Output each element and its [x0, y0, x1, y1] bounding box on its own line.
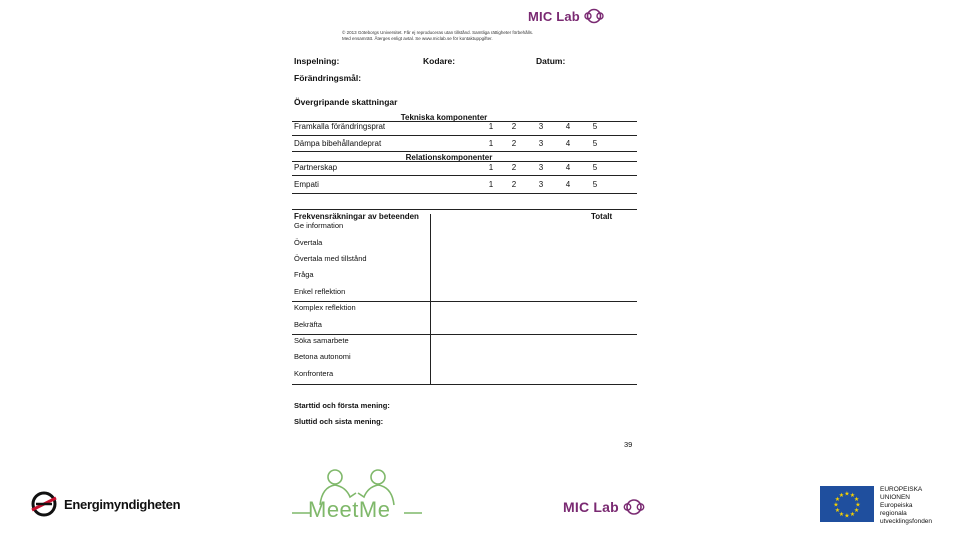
frequency-item: Söka samarbete — [294, 336, 349, 345]
rating-item-label: Partnerskap — [294, 163, 338, 172]
overgripande-heading: Övergripande skattningar — [294, 97, 398, 107]
scale-number: 3 — [538, 139, 544, 148]
miclab-logo-top — [528, 8, 605, 24]
eu-star-icon: ★ — [853, 497, 860, 503]
eu-text-line: utvecklingsfonden — [880, 518, 933, 525]
scale-number: 2 — [511, 122, 517, 131]
eu-text-block — [880, 486, 932, 526]
rating-item-label: Framkalla förändringsprat — [294, 122, 386, 131]
eu-star-icon: ★ — [849, 492, 856, 499]
frequency-item: Konfrontera — [294, 369, 334, 378]
scale-number: 5 — [592, 180, 598, 189]
total-heading: Totalt — [591, 212, 613, 221]
frequency-item: Övertala — [294, 238, 323, 247]
start-line: Starttid och första mening: — [294, 401, 390, 410]
eu-star-icon: ★ — [855, 502, 861, 509]
end-line: Sluttid och sista mening: — [294, 417, 384, 426]
eu-star-icon: ★ — [849, 512, 856, 519]
scale-number: 4 — [565, 180, 571, 189]
scale-number: 2 — [511, 163, 517, 172]
eu-star-icon: ★ — [844, 491, 850, 498]
eu-text-line: Europeiska — [880, 502, 913, 509]
divider — [292, 301, 637, 302]
eu-star-icon: ★ — [833, 502, 839, 509]
scale-number: 5 — [592, 139, 598, 148]
eu-star-icon: ★ — [838, 512, 845, 519]
scale-number: 4 — [565, 139, 571, 148]
kodare-label: Kodare: — [423, 56, 456, 66]
divider — [292, 334, 637, 335]
miclab-logo-text: MIC Lab — [528, 8, 580, 24]
scale-number: 1 — [488, 139, 494, 148]
eu-star-icon: ★ — [834, 497, 841, 503]
copyright-line: Med ensamrätt. Återges enligt avtal. Se www.miclab.se för kontaktuppgifter. — [342, 36, 493, 41]
datum-label: Datum: — [536, 56, 566, 66]
divider — [292, 151, 637, 152]
frequency-item: Komplex reflektion — [294, 303, 356, 312]
frequency-item: Fråga — [294, 270, 314, 279]
scale-number: 1 — [488, 122, 494, 131]
eu-text-line: EUROPEISKA — [880, 486, 923, 493]
eu-star-icon: ★ — [844, 513, 850, 520]
energimyndigheten-icon — [30, 488, 60, 520]
meetme-text: MeetMe — [308, 497, 391, 522]
energimyndigheten-text: Energimyndigheten — [64, 496, 181, 512]
scale-number: 5 — [592, 122, 598, 131]
page-number: 39 — [624, 440, 633, 449]
scale-number: 3 — [538, 163, 544, 172]
scale-number: 1 — [488, 180, 494, 189]
divider — [292, 175, 637, 176]
eu-text-line: UNIONEN — [880, 494, 910, 501]
divider — [292, 135, 637, 136]
copyright-notice — [342, 30, 587, 42]
rating-item-label: Dämpa bibehållandeprat — [294, 139, 382, 148]
eu-star-icon: ★ — [853, 508, 860, 514]
divider — [292, 209, 637, 210]
eu-text-line: regionala — [880, 510, 907, 517]
scale-number: 3 — [538, 180, 544, 189]
miclab-head-icon — [583, 8, 605, 24]
divider — [292, 384, 637, 385]
scale-number: 4 — [565, 122, 571, 131]
forandringsmal-label: Förändringsmål: — [294, 73, 362, 83]
eu-logo — [820, 486, 932, 526]
frequency-item: Bekräfta — [294, 320, 322, 329]
energimyndigheten-logo — [30, 488, 180, 520]
technical-section-heading: Tekniska komponenter — [400, 113, 488, 122]
frequency-item: Övertala med tillstånd — [294, 254, 367, 263]
eu-star-icon: ★ — [838, 492, 845, 499]
scale-number: 1 — [488, 163, 494, 172]
scale-number: 4 — [565, 163, 571, 172]
eu-flag-icon — [820, 486, 874, 522]
scale-number: 5 — [592, 163, 598, 172]
copyright-line: © 2013 Göteborgs Universitet. Får ej reproduceras utan tillstånd. Samtliga rättigheter förbehålls. — [342, 30, 534, 35]
divider — [292, 161, 637, 162]
frequency-heading: Frekvensräkningar av beteenden — [294, 212, 419, 221]
frequency-item: Ge information — [294, 221, 344, 230]
inspelning-label: Inspelning: — [294, 56, 340, 66]
eu-star-icon: ★ — [834, 508, 841, 514]
miclab-logo-text: MIC Lab — [563, 499, 619, 515]
meetme-logo — [292, 463, 422, 523]
rating-item-label: Empati — [294, 180, 319, 189]
frequency-item: Enkel reflektion — [294, 287, 346, 296]
column-divider — [430, 214, 431, 384]
frequency-item: Betona autonomi — [294, 352, 351, 361]
relational-section-heading: Relationskomponenter — [405, 153, 493, 162]
scale-number: 2 — [511, 139, 517, 148]
scale-number: 2 — [511, 180, 517, 189]
miclab-logo-bottom — [563, 498, 646, 516]
scale-number: 3 — [538, 122, 544, 131]
miclab-head-icon — [622, 498, 646, 516]
divider — [292, 193, 637, 194]
